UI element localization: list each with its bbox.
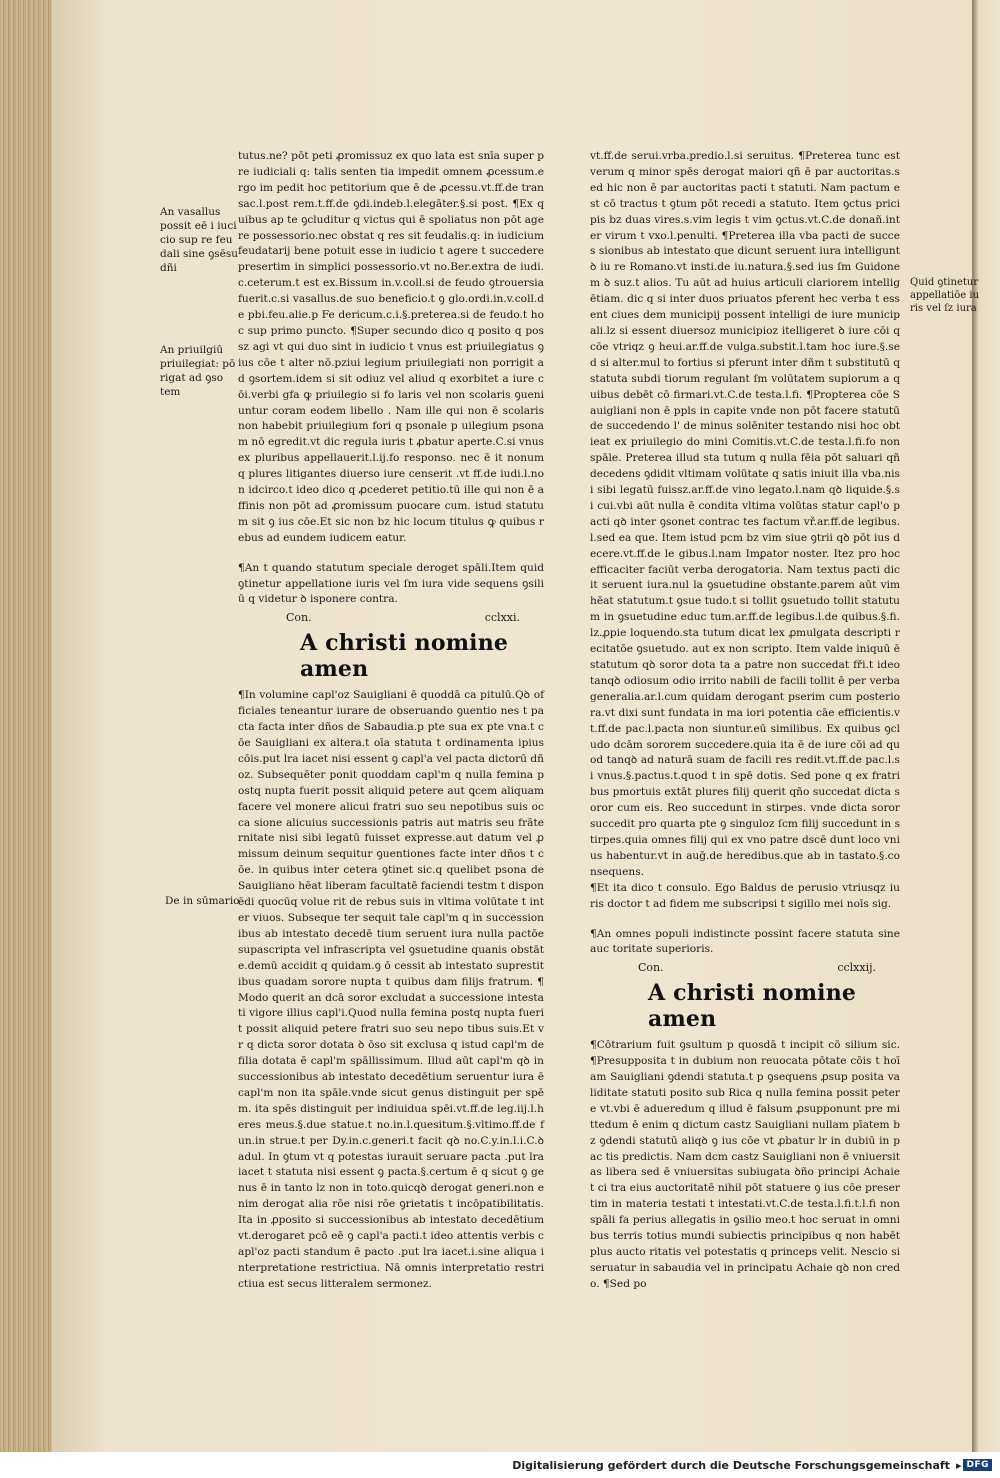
paragraph: ¶In volumine capl'oz Sauigliani ē quoddā ca pitulū.Qꝺ officiales teneantur iurare de obseruando ꝯuentio nes t pacta facta inter dños de Sabaudia.p pte sua ex pte vna.t cōe Sauigliani ex altera.t oīa statuta t ordinamenta ipius cōis.put lra iacet nisi essent ꝯ capl'a vel pacta dictorū dñoz. Subsequēter ponit quoddam capl'm q nulla femina postq nupta fuerit possit aliquid petere aut ꝗcem aliquam facere vel monere alicui fratri suo seu nepotibus suis occa sione alicuius successionis patris aut matris seu frāternitate nisi sibi legatū fuisset expresse.aut datum vel ꝓmissum deinum sequitur ꝯuentiones facte inter dños t cōe. in quibus inter cetera ꝯtinet sic.q quelibet psona de Sauigliano hēat liberam facultatē faciendi testm t disponēdi quocūq volue rit de rebus suis in vltima volūtate t inter viuos. Subseque ter sequit tale capl'm q in successionibus ab intestato decedē tium seruent iura nulla pactōe supascripta vel infrascripta vel ꝯsuetudine quanis obstāte.demū accidit q quidam.ꝯ ō cessit ab intestato suprestitibus quadam sorore nupta t quibus dam filijs fratrum. ¶Modo querit an dcā soror excludat a successione intestati vigore illius capl'i.Quod nulla femina postq nupta fuerit possit aliquid petere fratri suo seu nepo tibus suis.Et vr q dicta soror dotata ꝺ ōso sit exclusa q istud capl'm de filia dotata ē capl'm spāllissimum. Illud aūt capl'm qꝺ in successionibus ab intestato decedētium seruentur iura ē capl'm non ita spāle.vnde sicut genus distinguit per spēm. ita spēs distinguit per indiuidua spēi.vt.ff.de leg.iij.l.heres meus.§.due statue.t no.in.l.quesitum.§.vltimo.ff.de fun.in strue.t per Dy.in.c.generi.t facit qꝺ no.C.y.in.l.i.C.ꝺ adul. In ꝯtum vt q potestas iurauit seruare pacta .put lra iacet t statuta nisi essent ꝯ pacta.§.certum ē q sicut ꝯ genus ē in tanto lz non in toto.quicqꝺ derogat generi.non enim derogat alia rōe nisi rōe ꝯrietatis t incōpatibilitatis. Ita in ꝓposito si successionibus ab intestato decedētium vt.derogaret pcō eē ꝯ capl'a pacti.t ideo attentis verbis capl'oz pacti standum ē pacto .put lra iacet.i.sine aliqua interpretatione restrictiua. Nā omnis interpretatio restrictiua est secus litteralem sermonez.	[238, 689, 544, 1290]
facing-page-edge	[972, 0, 1000, 1452]
left-column	[238, 149, 544, 1293]
con-label: Con.	[638, 961, 664, 975]
margin-note-priuilegium: An priuilgiū priuilegiat: pō rigat ad ꝯso tem	[160, 344, 236, 398]
section-heading: A christi nomine amen	[648, 980, 857, 1033]
section-heading: A christi nomine amen	[300, 630, 509, 683]
consilium-number-line	[238, 610, 544, 626]
con-number: cclxxij.	[837, 961, 876, 975]
con-number: cclxxi.	[484, 611, 520, 625]
dfg-logo-text: DFG	[963, 1459, 992, 1471]
paragraph: ¶Cōtrarium fuit ꝯsultum p quosdā t incipit cō silium sic. ¶Presupposita t in dubium non reuocata pōtate cōis t hoīam Sauigliani ꝯdendi statuta.t p ꝯsequens ꝓsup posita validitate statuti posito sub Rica q nulla femina possit petere vt.vbi ē adueredum q illud ē falsum ꝓsupponunt pre mittedum ē enim q dictum castz Sauigliani nullam pīatem bz ꝯdendi statutū aliqꝺ ꝯ ius cōe vt ꝓbatur lr in dubiū in pac tis predictis. Nam dcm castz Sauigliani non ē vniuersitas libera sed ē vniuersitas subiugata ꝺño principi Achaie t ci tra eius auctoritatē nihil pōt statuere ꝯ ius cōe presertim in materia testati t intestati.vt.C.de testa.l.fi.t.l.fi non spāli fa perius allegatis in ꝯsilio meo.t hoc seruat in omnibus terris totius mundi subiectis principibus q non habēt plus aucto ritatis vel potestatis q princeps velit. Nescio si seruatur in sabaudia vel in principatu Achaie qꝺ non credo. ¶Sed po	[590, 1039, 900, 1290]
footer-text: Digitalisierung gefördert durch die Deutsche Forschungsgemeinschaft	[512, 1458, 950, 1472]
margin-note-vasallus: An vasallus possit eē i iuci cio sup re feu dali sine ꝯsēsu dñi	[160, 206, 239, 274]
paragraph: vt.ff.de serui.vrba.predio.l.si seruitus. ¶Preterea tunc est verum q minor spēs derogat maiori qñ ē par auctoritas.sed hic non ē par auctoritas pacti t statuti. Nam pactum est cō tractus t ꝯtum pōt recedi a statuto. Item ꝯctus pricipis bz duas vires.s.vim legis t vim ꝯctus.vt.C.de donañ.inter virum t vxo.l.penulti. ¶Preterea illa vba pacti de succes sionibus ab intestato que dicunt seruent iura intelligunt ꝺ iu re Romano.vt insti.de iu.natura.§.sed ius ſm Guidonem ꝺ suz.t alios. Tu aūt ad huius articuli clariorem intelligētiam. dic q si inter duos priuatos pferent hec verba t essent ciues dem municipij possent intelligi de iure municipali.lz si essent diuersoz municipioz itelligeret ꝺ iure cōi q cōe vtriqz ꝯ heui.ar.ff.de vulga.substit.l.tam hoc iure.§.sed si alter.mul to fortius si pferunt inter dñm t substitutū q statuta subdi tiorum regulant ſm volūtatem supiorum a quibus debēt cō firmari.vt.C.de testa.l.fi. ¶Propterea cōe Sauigliani non ē ppls in capite vnde non pōt facere statutū de succedendo l' de minus solēniter testando nisi hoc obtieat ex priuilegio do mini Comitis.vt.C.de testa.l.fi.fo non spāle. Preterea illud sta tutum q nulla fēia pōt saluari qñ decedens ꝯdidit vltimam volūtate q satis iniuit illa vba.nisi sibi legatū fuissz.ar.ff.de vino legato.l.nam qꝺ liquide.§.si cui.vbi aūt nulla ē condita vltima volūtas statur capl'o pacti qꝺ inter ꝯsonet contrac tes factum vř.ar.ff.de legibus.l.sed ea que. Item istud pcm bz vim siue ꝯtrii qꝺ pōt ius decere.vt.ff.de le gibus.l.nam Imꝑator noster. Itez pro hoc efficaciter faciūt verba derogatoria. Nam textus pacti dicit seruent iura.nul la ꝯsuetudine obstante.parem aūt vim hēat statutum.t ꝯsue tudo.t si tollit ꝯsuetudo tollit statutum in ꝯsuetudine educ tum.ar.ff.de legibus.l.de quibus.§.fi.lz.ꝓpie loquendo.sta tutum dicat lex ꝓmulgata descripti recitatōe ꝯsuetudo. aut ex non scripto. Item valde iniquū ē statutum qꝺ soror dota ta a patre non succedat fři.t ideo tanqꝺ odiosum odio irrito nabili de facili tollit ē per verba generalia.ar.l.cum quidam derogant pserim cum posteriora.vt dixi sunt fundata in ma iori potentia cāe efficientis.vt.ff.de pac.l.pacta non siuntur.eū similibus. Ex quibus ꝯcludo dcām sororem succedere.quia ita ē de iure cōi ad quod tanqꝺ ad naturā suam de facili res redit.vt.ff.de pac.l.si vnus.§.pactus.t.quod t in spē dotis. Sed pone q ex fratribus pmortuis extāt plures filij querit qño succedat dicta soror cum eis. Reo succedunt in stirpes. vnde dicta soror succedit pro quarta pte ꝯ singuloz ſcm filij succedunt in stirpes.quia omnes filij qui ex vno patre dscē dunt loco vnius habentur.vt in auḡ.de heredibus.que ab in tastato.§.consequens.	[590, 150, 900, 878]
right-column	[590, 149, 900, 1293]
dfg-arrow-icon: ▸	[955, 1458, 962, 1472]
consilium-number-line	[590, 960, 900, 976]
paragraph: ¶Et ita dico t consulo. Ego Baldus de perusio vtriusqz iu ris doctor t ad fidem me subscripsi t sigillo mei noīs sig.	[590, 881, 900, 910]
rubric: ¶An t quando statutum speciale deroget spāli.Item quid ꝯtinetur appellatione iuris vel ſm iura vide sequens ꝯsiliū q videtur ꝺ isponere contra.	[238, 561, 544, 606]
footer-bar	[0, 1452, 1000, 1478]
rubric: ¶An omnes populi indistincte possint facere statuta sine auc toritate superioris.	[590, 927, 900, 956]
book-edge	[0, 0, 52, 1452]
margin-note-summario: De in sūmario	[165, 895, 240, 907]
con-label: Con.	[286, 611, 312, 625]
paragraph: tutus.ne? pōt peti ꝓromissuz ex quo lata est snīa super pre iudiciali q: talis senten tia impedit omnem ꝓcessum.ergo im pedit hoc petitorium que ē de ꝓcessu.vt.ff.de transac.l.post rem.t.ff.de ꝯdi.indeb.l.elegāter.§.si post. ¶Ex quibus ap te ꝯcluditur q victus qui ē spoliatus non pōt agere possessorio.nec obstat q res sit feudalis.q: in iudicium feudatarij bene potuit esse in iudicio t agere t succedere presertim in simplici possessorio.vt no.Ber.extra de iudi.c.ceterum.t est ex.Bissum in.v.coll.si de feudo ꝯtrouersia fuerit.c.si vasallus.de suo beneficio.t ꝯ glo.ordi.in.v.coll.de pbi.feu.alie.p Fe dericum.c.i.§.preterea.si de feudo.t hoc sup primo puncto. ¶Super secundo dico q posito q possz agi vt qui duo sint in iudicio t vnus est priuilegiatus ꝯ ius cōe t alter nō.pziui legium priuilegiati non porrigit ad ꝯsortem.idem si sit odiuz vel aliud q exorbitet a iure cōi.verbi gfa ꝙ priuilegio si fo laris vel non scolaris ꝯueniuntur coram eodem libello . Nam ille qui non ē scolaris non habebit priuilegium fori q psonale p uilegium psonam nō egredit.vt dic regula iuris t ꝓbatur aperte.C.si vnus ex pluribus appellauerit.l.ij.fo responso. nec ē it nonum q plures litigantes diuerso iure censerit .vt ff.de iudi.l.non idcirco.t ideo dico q ꝓcederet petitio.tū ille qui non ē affinis non pōt ad ꝓromissum puocare cum. istud statutum sit ꝯ ius cōe.Et sic non bz hic locum titulus ꝙ quibus rebus ad eundem iudicem eatur.	[238, 150, 544, 544]
margin-note-appellatione: Quid ꝯtinetur appellatiōe iu ris vel ſz iura	[910, 277, 980, 314]
dfg-logo	[956, 1459, 992, 1472]
